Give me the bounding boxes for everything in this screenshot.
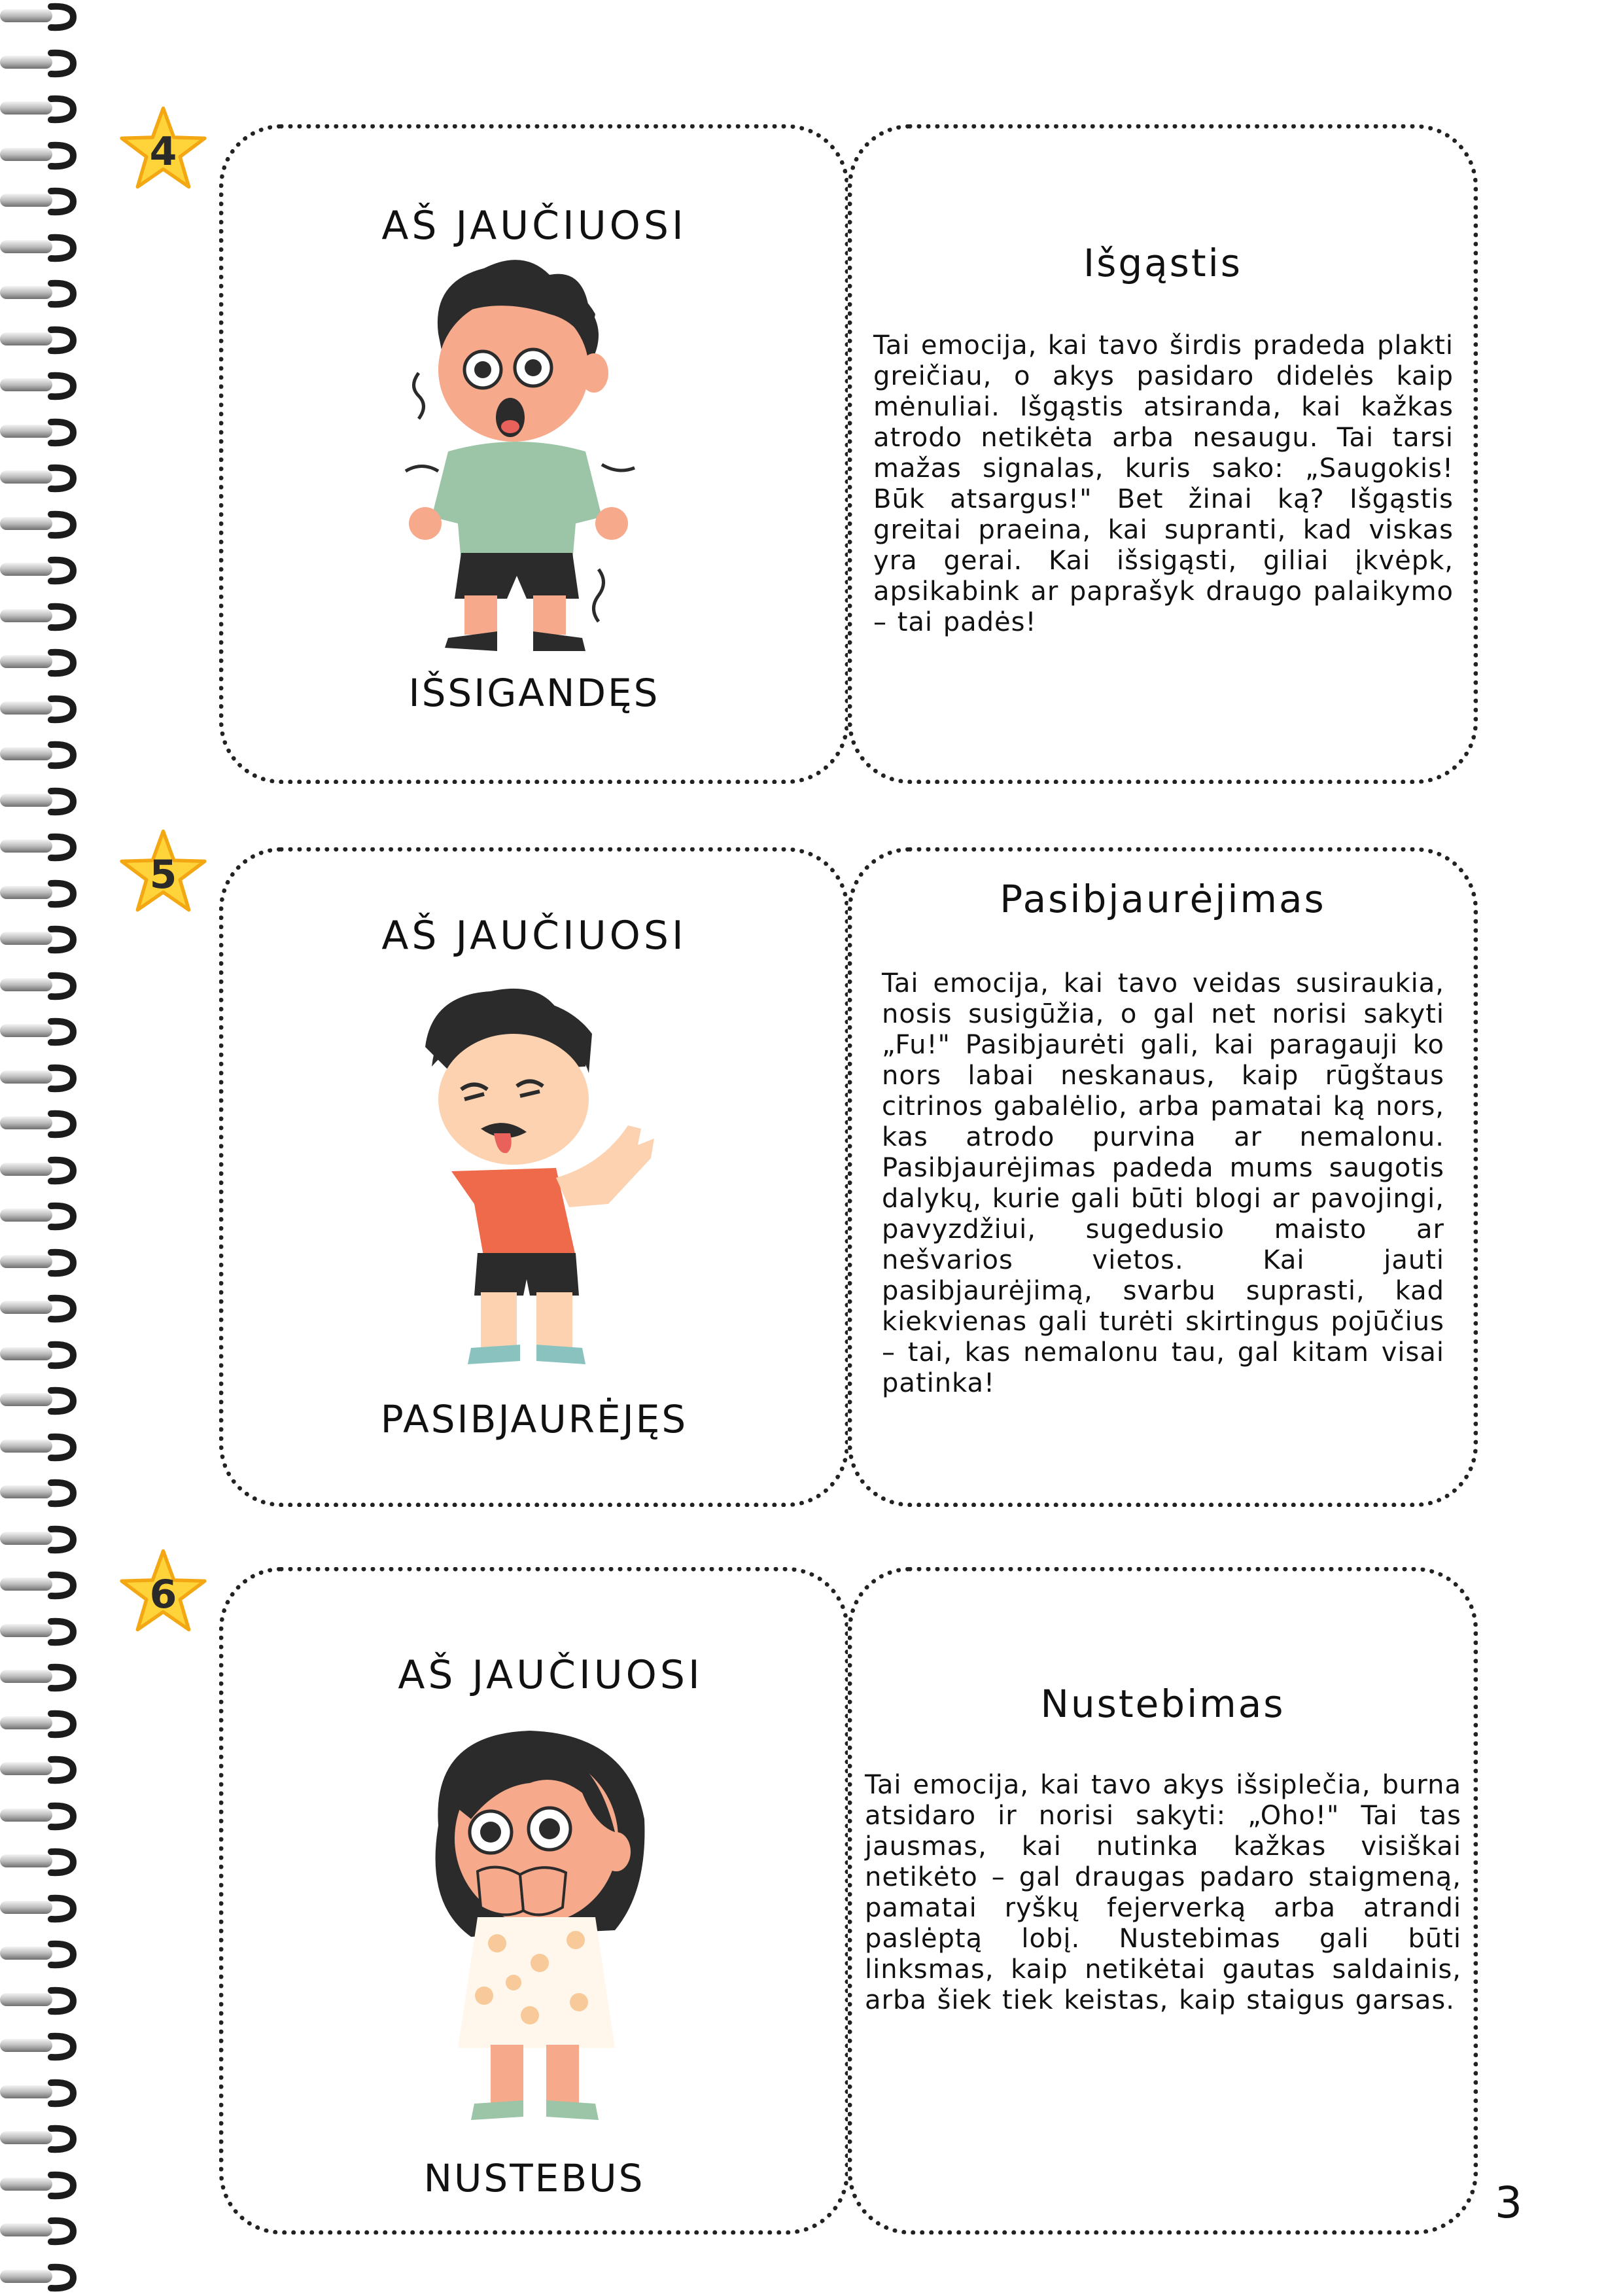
spiral-ring bbox=[0, 879, 77, 908]
spiral-ring bbox=[0, 141, 77, 170]
spiral-ring bbox=[0, 418, 77, 447]
star-badge-4 bbox=[119, 105, 207, 193]
spiral-ring bbox=[0, 1110, 77, 1139]
scared-boy-illustration bbox=[386, 255, 661, 661]
spiral-ring bbox=[0, 1894, 77, 1923]
surprised-girl-illustration bbox=[399, 1721, 687, 2140]
spiral-ring bbox=[0, 1294, 77, 1323]
card-number: 5 bbox=[149, 851, 177, 898]
spiral-ring bbox=[0, 1571, 77, 1600]
spiral-ring bbox=[0, 2263, 77, 2292]
star-badge-6 bbox=[119, 1547, 207, 1636]
spiral-ring bbox=[0, 279, 77, 308]
emotion-description: Tai emocija, kai tavo širdis pradeda plakti greičiau, o akys pasidaro didelės kaip mėnuliai. Išgąstis atsiranda, kai kažkas atrodo netikėta arba nesaugu. Tai tarsi mažas signalas, kuris sako: „Saugokis! Būk atsargus!" Bet žinai ką? Išgąstis greitai praeina, kai supranti, kad viskas yra gerai. Kai išsigąsti, giliai įkvėpk, apsikabink ar paprašyk draugo palaikymo – tai padės! bbox=[873, 330, 1454, 637]
spiral-ring bbox=[0, 1202, 77, 1231]
emotion-description: Tai emocija, kai tavo akys išsiplečia, burna atsidaro ir norisi sakyti: „Oho!" Tai tas jausmas, kai nutinka kažkas visiškai netikėto – gal draugas padaro staigmeną, pamatai ryškų fejerverką arba atrandi paslėptą lobį. Nustebimas gali būti linksmas, kaip netikėtai gautas saldainis, arba šiek tiek keistas, kaip staigus garsas. bbox=[865, 1770, 1461, 2015]
card-number: 4 bbox=[149, 128, 177, 175]
spiral-ring bbox=[0, 3, 77, 31]
spiral-ring bbox=[0, 95, 77, 124]
spiral-ring bbox=[0, 1987, 77, 2015]
spiral-ring bbox=[0, 1341, 77, 1369]
spiral-ring bbox=[0, 787, 77, 816]
spiral-ring bbox=[0, 510, 77, 539]
spiral-ring bbox=[0, 1848, 77, 1877]
emotion-title: Pasibjaurėjimas bbox=[1000, 877, 1326, 921]
emotion-word: IŠSIGANDĘS bbox=[408, 671, 660, 715]
spiral-ring bbox=[0, 1663, 77, 1692]
spiral-ring bbox=[0, 1525, 77, 1554]
spiral-ring bbox=[0, 234, 77, 262]
page-number: 3 bbox=[1495, 2178, 1522, 2228]
spiral-ring bbox=[0, 925, 77, 954]
spiral-ring bbox=[0, 648, 77, 677]
spiral-ring bbox=[0, 1386, 77, 1415]
spiral-ring bbox=[0, 1156, 77, 1185]
spiral-ring bbox=[0, 1802, 77, 1831]
spiral-ring bbox=[0, 2032, 77, 2061]
spiral-ring bbox=[0, 2125, 77, 2153]
emotion-word: NUSTEBUS bbox=[423, 2156, 645, 2200]
emotion-title: Išgąstis bbox=[1083, 241, 1242, 285]
spiral-ring bbox=[0, 1479, 77, 1508]
spiral-ring bbox=[0, 326, 77, 355]
spiral-ring bbox=[0, 1617, 77, 1646]
feel-label: AŠ JAUČIUOSI bbox=[381, 203, 687, 249]
spiral-ring bbox=[0, 187, 77, 216]
spiral-ring bbox=[0, 2171, 77, 2200]
spiral-ring bbox=[0, 1756, 77, 1784]
spiral-ring bbox=[0, 49, 77, 78]
card-number: 6 bbox=[149, 1571, 177, 1617]
spiral-ring bbox=[0, 2217, 77, 2246]
feel-label: AŠ JAUČIUOSI bbox=[398, 1652, 703, 1698]
spiral-ring bbox=[0, 2079, 77, 2108]
spiral-ring bbox=[0, 1940, 77, 1969]
star-badge-5 bbox=[119, 828, 207, 916]
spiral-ring bbox=[0, 464, 77, 493]
spiral-ring bbox=[0, 695, 77, 724]
spiral-ring bbox=[0, 372, 77, 400]
spiral-ring bbox=[0, 833, 77, 862]
spiral-ring bbox=[0, 1710, 77, 1739]
spiral-binding bbox=[0, 0, 85, 2296]
spiral-ring bbox=[0, 1064, 77, 1093]
spiral-ring bbox=[0, 603, 77, 631]
spiral-ring bbox=[0, 972, 77, 1000]
emotion-word: PASIBJAURĖJĘS bbox=[380, 1397, 688, 1441]
emotion-title: Nustebimas bbox=[1040, 1682, 1285, 1726]
spiral-ring bbox=[0, 741, 77, 769]
spiral-ring bbox=[0, 1433, 77, 1462]
spiral-ring bbox=[0, 1017, 77, 1046]
disgusted-boy-illustration bbox=[412, 981, 687, 1400]
spiral-ring bbox=[0, 556, 77, 585]
feel-label: AŠ JAUČIUOSI bbox=[381, 913, 687, 959]
spiral-ring bbox=[0, 1248, 77, 1277]
emotion-description: Tai emocija, kai tavo veidas susiraukia, nosis susigūžia, o gal net norisi sakyti „Fu!" Pasibjaurėti gali, kai paragauji ko nors labai neskanaus, kaip rūgštaus citrinos gabalėlio, arba pamatai ką nors, kas atrodo purvina ar nemalonu. Pasibjaurėjimas padeda mums saugotis dalykų, kurie gali būti blogi ar pavojingi, pavyzdžiui, sugedusio maisto ar nešvarios vietos. Kai jauti pasibjaurėjimą, svarbu suprasti, kad kiekvienas gali turėti skirtingus pojūčius – tai, kas nemalonu tau, gal kitam visai patinka! bbox=[882, 968, 1444, 1398]
